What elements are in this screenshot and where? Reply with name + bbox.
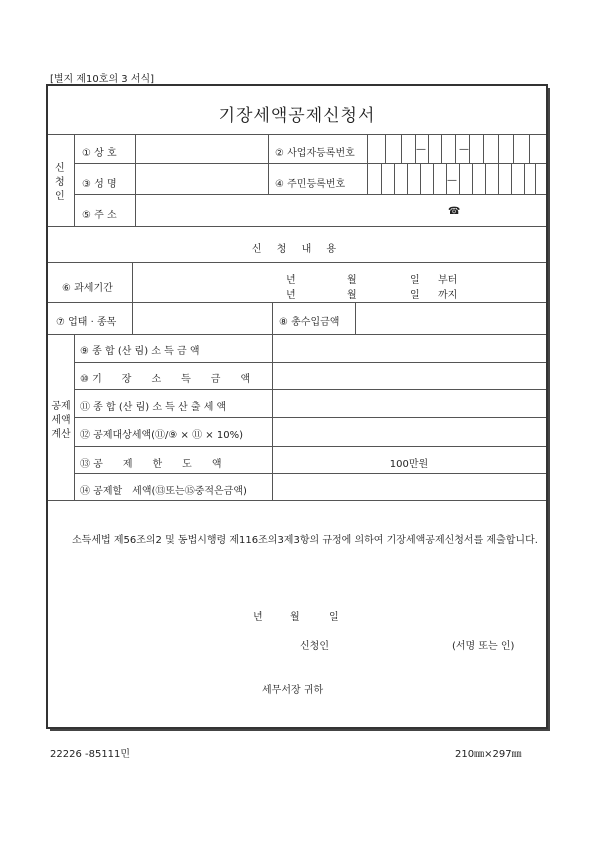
- grid-line: [74, 163, 546, 164]
- grid-line: [74, 194, 546, 195]
- form-title: 기장세액공제신청서: [218, 106, 376, 126]
- resident-no-label: ④ 주민등록번호: [275, 179, 346, 190]
- grid-line: [48, 262, 546, 263]
- form-reference: [별지 제10호의 3 서식]: [50, 74, 155, 85]
- grid-line: [367, 134, 368, 194]
- addressee: 세무서장 귀하: [262, 685, 324, 696]
- grid-line: [74, 389, 546, 390]
- statement-text: 소득세법 제56조의2 및 동법시행령 제116조의3제3항의 규정에 의하여 기장세액공제신청서를 제출합니다.: [72, 535, 538, 546]
- signer-label: 신청인: [300, 641, 329, 652]
- calc-row-label: ⑩ 기 장 소 득 금 액: [80, 374, 251, 385]
- trade-name-label: ① 상 호: [82, 148, 117, 159]
- calc-label-2: 세액: [51, 415, 71, 426]
- applicant-label-1: 신: [55, 163, 65, 174]
- grid-line: [74, 417, 546, 418]
- grid-line: [74, 446, 546, 447]
- calc-row-label: ⑨ 종 합 (산 림) 소 득 금 액: [80, 346, 200, 357]
- biz-reg-dash-1: —: [416, 144, 426, 155]
- applicant-label-3: 인: [55, 191, 65, 202]
- footer-paper-size: 210㎜×297㎜: [455, 749, 522, 760]
- business-type-label: ⑦ 업태 · 종목: [56, 317, 117, 328]
- deduction-limit-value: 100만원: [389, 459, 429, 470]
- grid-line: [48, 500, 546, 501]
- date-year: 년: [253, 612, 263, 623]
- grid-line: [135, 134, 136, 226]
- biz-reg-dash-2: —: [459, 144, 469, 155]
- applicant-label-2: 청: [55, 177, 65, 188]
- grid-line: [74, 134, 75, 226]
- footer-code: 22226 -85111민: [50, 749, 131, 760]
- content-header: 신 청 내 용: [251, 244, 343, 255]
- calc-row-label: ⑫ 공제대상세액(⑪/⑨ × ⑪ × 10%): [80, 430, 243, 441]
- resident-no-dash: —: [447, 175, 457, 186]
- calc-row-label: ⑬ 공 제 한 도 액: [80, 459, 222, 470]
- biz-reg-no-label: ② 사업자등록번호: [275, 148, 355, 159]
- total-income-label: ⑧ 총수입금액: [279, 317, 340, 328]
- date-month: 월: [290, 612, 300, 623]
- grid-line: [74, 473, 546, 474]
- tax-period-label: ⑥ 과세기간: [62, 283, 113, 294]
- date-day: 일: [329, 612, 339, 623]
- grid-line: [74, 362, 546, 363]
- grid-line: [48, 226, 546, 227]
- grid-line: [48, 302, 546, 303]
- grid-line: [268, 134, 269, 194]
- calc-row-label: ⑪ 종 합 (산 림) 소 득 산 출 세 액: [80, 402, 227, 413]
- tax-period-month-1: 월: [347, 275, 357, 286]
- tax-period-day-2: 일: [410, 290, 420, 301]
- grid-line: [48, 334, 546, 335]
- tax-period-from: 부터: [438, 275, 458, 286]
- phone-icon: ☎: [448, 206, 461, 217]
- calc-row-label: ⑭ 공제할 세액(⑬또는⑮중적은금액): [80, 486, 247, 497]
- calc-label-1: 공제: [51, 401, 71, 412]
- tax-period-to: 까지: [438, 290, 458, 301]
- grid-line: [48, 134, 546, 135]
- sign-note: (서명 또는 인): [452, 641, 515, 652]
- name-label: ③ 성 명: [82, 179, 117, 190]
- calc-label-3: 계산: [51, 429, 71, 440]
- address-label: ⑤ 주 소: [82, 210, 117, 221]
- tax-period-year-1: 년: [286, 275, 296, 286]
- tax-period-month-2: 월: [347, 290, 357, 301]
- tax-period-day-1: 일: [410, 275, 420, 286]
- tax-period-year-2: 년: [286, 290, 296, 301]
